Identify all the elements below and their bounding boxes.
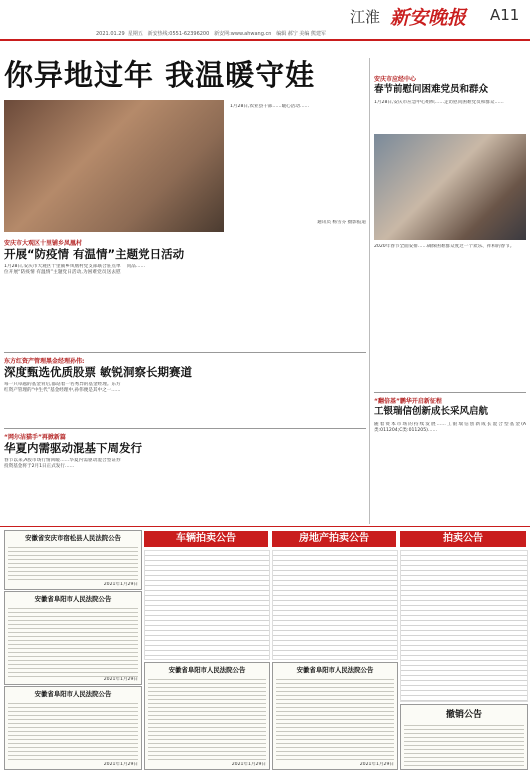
notice-4-date: 2021年1月29日 (231, 761, 266, 767)
masthead-page: A11 (490, 6, 520, 24)
masthead (350, 4, 526, 29)
notice-3-title: 安徽省阜阳市人民法院公告 (34, 690, 112, 698)
story3-headline: 华夏内需驱动混基下周发行 (4, 441, 142, 455)
sidebar1-body2: 2020年春节全面安排……确保困难群众度过一个欢乐、祥和的春节。 (374, 244, 515, 249)
notice-2-date: 2021年1月29日 (103, 676, 138, 682)
notice-1-text (8, 544, 138, 580)
story1-body: 1月28日,安庆市大观区十里铺乡凤凰村党支部联合驻点单位开展“防疫情 有温情”主题党日活动,为困难党员送去慰问品…… (4, 264, 146, 276)
sidebar2-body: 随着资本市场的持续发展……工银瑞信创新成长混合型基金(A类:011204;C类:011205)…… (374, 422, 526, 434)
dateline-site: 新安网:www.ahwang.cn (214, 31, 272, 37)
notice-5 (272, 662, 398, 770)
story3-kicker: “网尔洁猫手”再掀新篇 (4, 434, 66, 441)
cancel-notice (400, 704, 528, 770)
story2-body: 每一只卓越的基金背后,都站着一名秀异的基金经理。东方红资产管理的“中生代”基金经理中,孙伟便是其中之一…… (4, 382, 121, 394)
dateline-hotline: 新安热线:0551-62396200 (147, 31, 210, 37)
notice-1-title: 安徽省安庆市宿松县人民法院公告 (25, 534, 121, 542)
auction-vehicle-body (144, 550, 270, 660)
story3-rule (4, 428, 366, 429)
lead-credit: 通讯员 杨雪芬 摄影报道 (317, 220, 366, 225)
lead-body: 1月28日,农业县干部……暖心活动…… (230, 104, 310, 109)
dateline (96, 30, 526, 39)
classified-rule (0, 526, 530, 527)
notice-4-text (148, 676, 266, 762)
notice-4-title: 安徽省阜阳市人民法院公告 (168, 666, 246, 674)
auction-band-vehicle: 车辆拍卖公告 (144, 531, 268, 547)
notice-1 (4, 530, 142, 590)
notice-4 (144, 662, 270, 770)
notice-3 (4, 686, 142, 770)
auction-band-realestate: 房地产拍卖公告 (272, 531, 396, 547)
auction-general-body (400, 550, 528, 702)
dateline-weekday: 星期五 (127, 31, 143, 37)
cancel-notice-title: 撤销公告 (445, 710, 482, 720)
sidebar-divider (369, 58, 370, 524)
sidebar1-headline: 春节前慰问困难党员和群众 (374, 84, 489, 95)
dateline-date: 2021.01.29 (96, 31, 125, 37)
story3-body: 春节以来,A股市场行情回暖……华夏内需驱动混合型证券投资基金将于2月1日正式发行…… (4, 458, 121, 470)
sidebar2-rule (374, 392, 526, 393)
dateline-staff: 编辑 郝宁 美编 熊建军 (276, 31, 326, 37)
story1-kicker: 安庆市大观区十里铺乡凤凰村 (4, 240, 83, 247)
masthead-rule (0, 39, 530, 41)
story2-rule (4, 352, 366, 353)
notice-2 (4, 591, 142, 685)
sidebar1-kicker: 安庆市应经中心 (374, 76, 417, 83)
story2-headline: 深度甄选优质股票 敏锐洞察长期赛道 (4, 365, 193, 379)
notice-5-date: 2021年1月29日 (359, 761, 394, 767)
story1-headline: 开展“防疫情 有温情”主题党日活动 (4, 247, 185, 261)
notice-2-title: 安徽省阜阳市人民法院公告 (34, 595, 112, 603)
masthead-region: 江淮 (350, 8, 381, 26)
sidebar2-kicker: “翻倍基”鹏华开启新征程 (374, 398, 442, 405)
story2-kicker: 东方红资产管理黑金经理孙伟: (4, 358, 85, 365)
masthead-paper: 新安晚报 (390, 7, 467, 29)
sidebar1-photo (374, 134, 526, 240)
sidebar1-body: 1月28日,安庆市应急中心组织……走访慰问困难党员和群众…… (374, 100, 504, 105)
notice-5-title: 安徽省阜阳市人民法院公告 (296, 666, 374, 674)
sidebar2-headline: 工银瑞信创新成长采风启航 (374, 406, 489, 417)
notice-1-date: 2021年1月29日 (103, 581, 138, 587)
lead-headline: 你异地过年 我温暖守娃 (4, 58, 316, 92)
lead-photo (4, 100, 224, 232)
notice-2-text (8, 605, 138, 677)
notice-3-date: 2021年1月29日 (103, 761, 138, 767)
auction-realestate-body (272, 550, 398, 660)
auction-band-general: 拍卖公告 (400, 531, 526, 547)
cancel-notice-text (404, 722, 524, 766)
notice-5-text (276, 676, 394, 762)
notice-3-text (8, 700, 138, 762)
